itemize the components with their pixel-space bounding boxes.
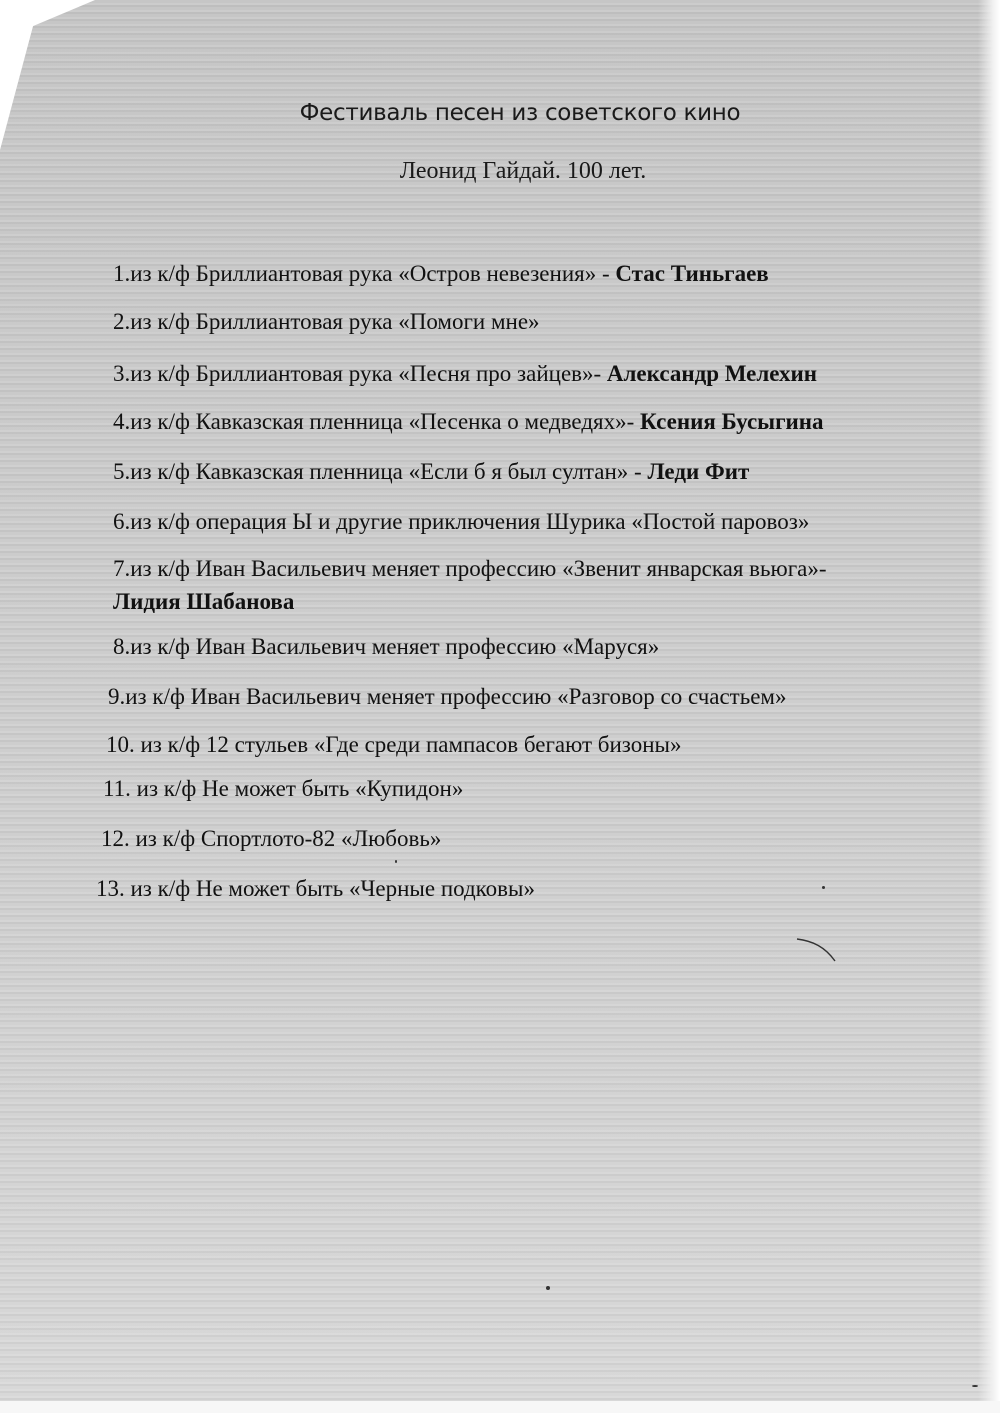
song-item-11 — [103, 772, 463, 806]
song-item-10 — [106, 728, 682, 762]
song-performer: Леди Фит — [647, 459, 750, 484]
song-performer: Стас Тиньгаев — [615, 261, 769, 286]
song-item-12 — [101, 822, 441, 856]
page-edge-right — [978, 0, 1000, 1413]
song-description: 11. из к/ф Не может быть «Купидон» — [103, 776, 464, 801]
song-item-2 — [113, 305, 540, 339]
scan-speck — [822, 886, 825, 889]
scan-speck — [395, 860, 397, 863]
song-description: 6.из к/ф операция Ы и другие приключения Шурика «Постой паровоз» — [113, 509, 810, 534]
pen-scratch-mark — [795, 935, 840, 965]
song-description: 7.из к/ф Иван Васильевич меняет профессию «Звенит январская вьюга»- — [113, 556, 827, 581]
song-item-7 — [113, 552, 827, 618]
song-item-13 — [96, 872, 535, 906]
song-item-6 — [113, 505, 809, 539]
song-description: 8.из к/ф Иван Васильевич меняет профессию «Маруся» — [113, 634, 660, 659]
song-description: 2.из к/ф Бриллиантовая рука «Помоги мне» — [113, 309, 540, 334]
folded-corner-top — [0, 0, 95, 40]
song-description: 10. из к/ф 12 стульев «Где среди пампасов бегают бизоны» — [106, 732, 682, 757]
song-description: 1.из к/ф Бриллиантовая рука «Остров невезения» - — [113, 261, 616, 286]
song-item-9 — [108, 680, 786, 714]
song-performer: Александр Мелехин — [606, 361, 818, 386]
song-item-4 — [113, 405, 824, 439]
song-description: 5.из к/ф Кавказская пленница «Если б я был султан» - — [113, 459, 648, 484]
song-item-5 — [113, 455, 749, 489]
song-description: 12. из к/ф Спортлото-82 «Любовь» — [101, 826, 442, 851]
scan-speck — [546, 1286, 550, 1290]
song-item-8 — [113, 630, 659, 664]
song-item-3 — [113, 357, 817, 391]
scan-speck — [972, 1385, 978, 1387]
song-description: 3.из к/ф Бриллиантовая рука «Песня про зайцев»- — [113, 361, 607, 386]
song-description: 13. из к/ф Не может быть «Черные подковы» — [96, 876, 535, 901]
song-performer: Ксения Бусыгина — [640, 409, 824, 434]
song-description: 9.из к/ф Иван Васильевич меняет профессию «Разговор со счастьем» — [108, 684, 787, 709]
page-edge-bottom — [0, 1401, 1000, 1413]
song-description: 4.из к/ф Кавказская пленница «Песенка о медведях»- — [113, 409, 641, 434]
document-subtitle: Леонид Гайдай. 100 лет. — [399, 158, 647, 184]
song-performer: Лидия Шабанова — [113, 589, 295, 614]
document-title: Фестиваль песен из советского кино — [299, 100, 741, 126]
song-item-1 — [113, 257, 769, 291]
